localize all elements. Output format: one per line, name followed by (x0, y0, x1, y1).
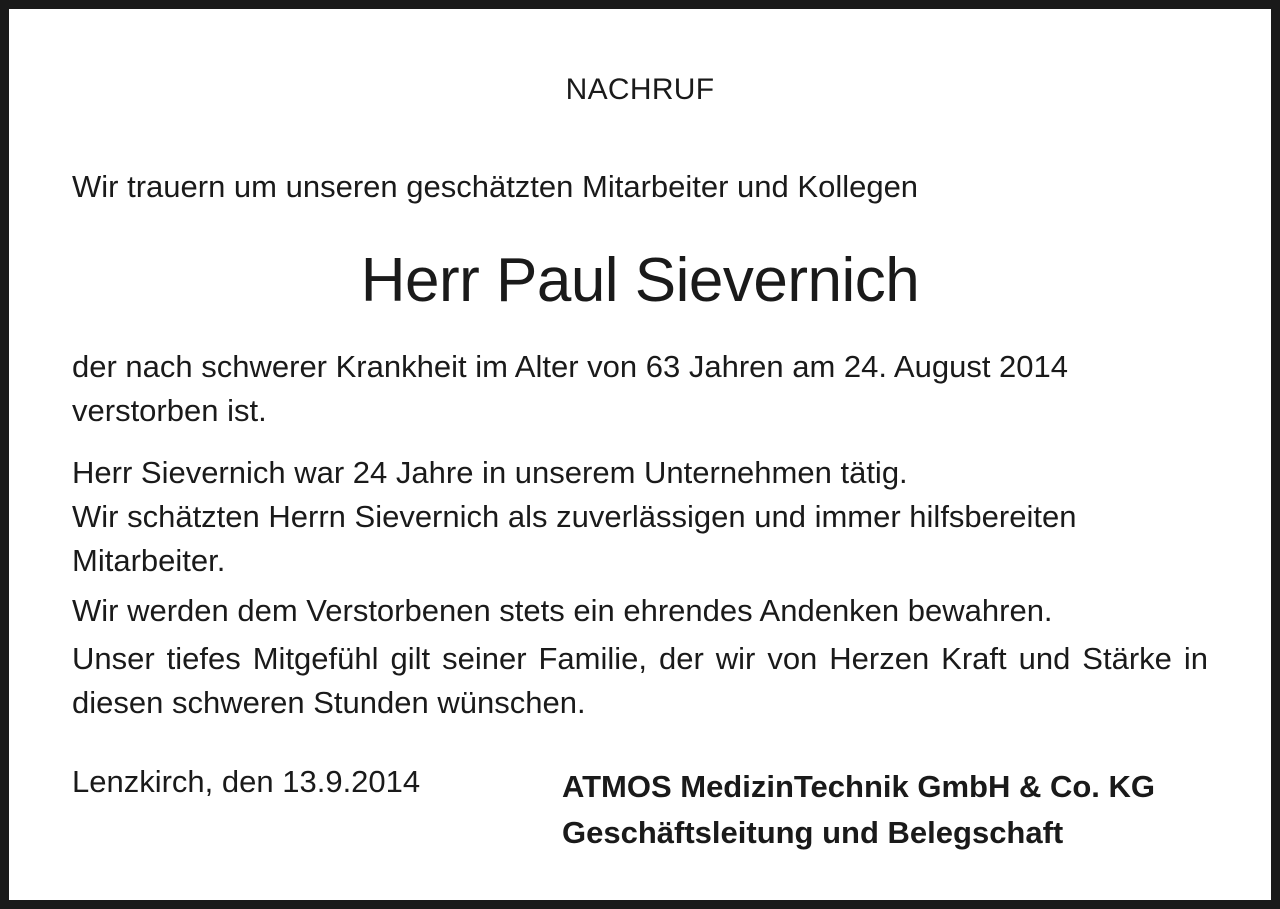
paragraph-condolence: Unser tiefes Mitgefühl gilt seiner Familie, der wir von Herzen Kraft und Stärke in diesen schweren Stunden wünschen. (72, 641, 1208, 720)
paragraph-tenure-block (72, 451, 1208, 583)
intro-text: Wir trauern um unseren geschätzten Mitarbeiter und Kollegen (72, 169, 919, 204)
signature-department: Geschäftsleitung und Belegschaft (562, 815, 1064, 850)
paragraph-remembrance: Wir werden dem Verstorbenen stets ein ehrendes Andenken bewahren. (72, 593, 1053, 628)
paragraph-tenure: Herr Sievernich war 24 Jahre in unserem Unternehmen tätig. (72, 455, 908, 490)
signature-company: ATMOS MedizinTechnik GmbH & Co. KG (562, 769, 1156, 804)
signature-block (562, 764, 1155, 856)
deceased-name: Herr Paul Sievernich (360, 246, 920, 315)
paragraph-death-details: der nach schwerer Krankheit im Alter von 63 Jahren am 24. August 2014 verstorben ist. (72, 349, 1069, 428)
obituary-notice (9, 9, 1271, 900)
notice-heading: NACHRUF (565, 73, 715, 106)
place-and-date: Lenzkirch, den 13.9.2014 (72, 764, 421, 799)
paragraph-appreciation: Wir schätzten Herrn Sievernich als zuverlässigen und immer hilfsbereiten Mitarbeiter. (72, 499, 1077, 578)
